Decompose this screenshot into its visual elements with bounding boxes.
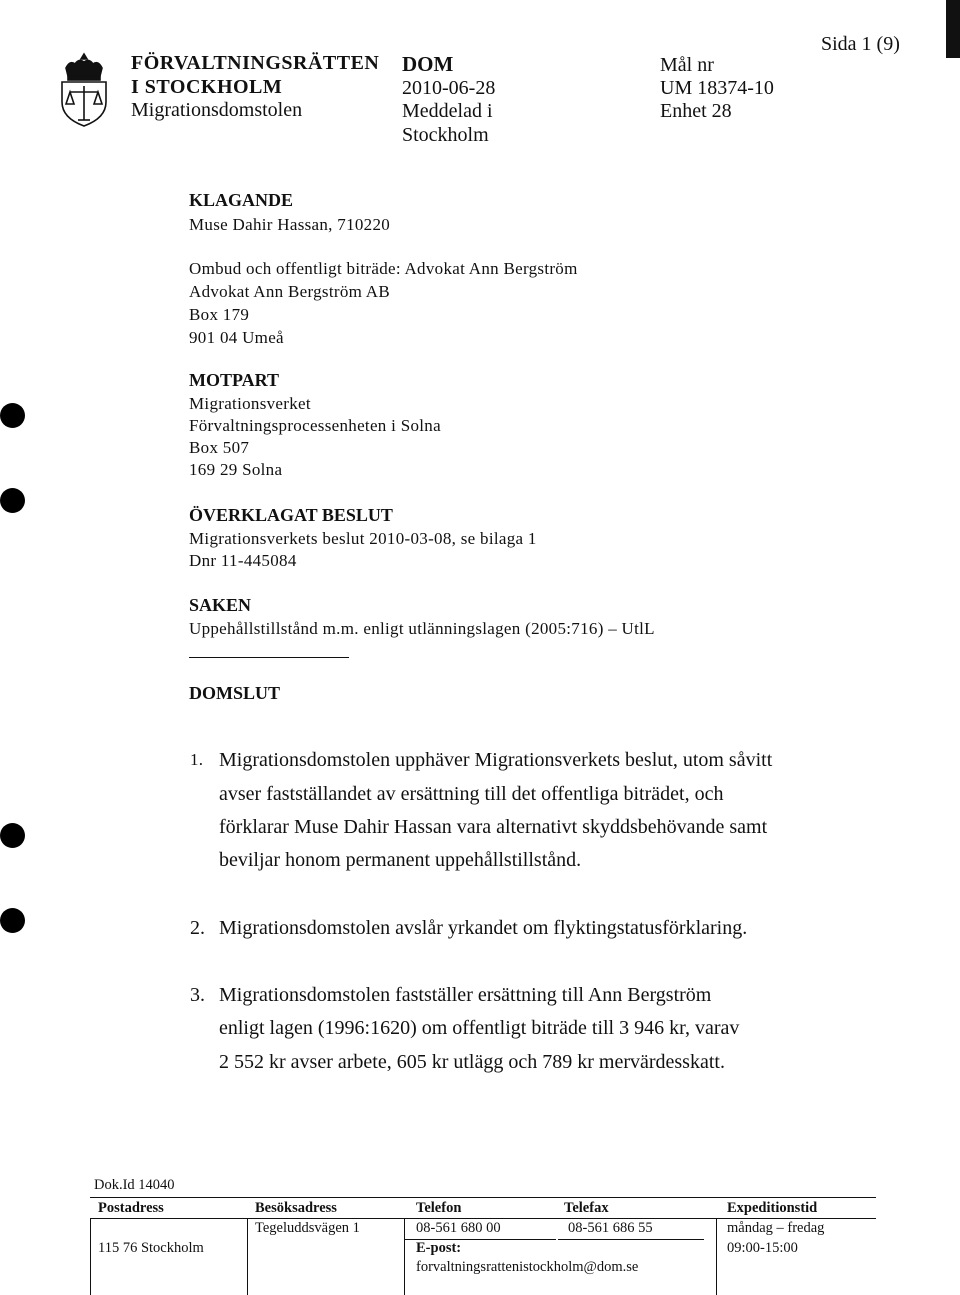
item-number: 1. [190, 750, 204, 769]
ombud-line: Ombud och offentligt biträde: Advokat Ann Bergström [189, 259, 578, 278]
domslut-item-1-line: beviljar honom permanent uppehållstillstånd. [219, 849, 582, 871]
case-number: UM 18374-10 [660, 77, 774, 99]
klagande-name: Muse Dahir Hassan, 710220 [189, 215, 391, 234]
motpart-line: Box 507 [189, 438, 250, 457]
epost-label: E-post: [416, 1240, 462, 1256]
besoksadress: Tegeluddsvägen 1 [255, 1220, 360, 1236]
item-number: 2. [190, 917, 205, 939]
page-number: Sida 1 (9) [821, 33, 900, 55]
punch-hole [0, 488, 25, 513]
domslut-item-3-line: enligt lagen (1996:1620) om offentligt biträde till 3 946 kr, varav [219, 1017, 740, 1039]
punch-hole [0, 823, 25, 848]
motpart-heading: MOTPART [189, 370, 280, 390]
punch-hole [0, 908, 25, 933]
document-date: 2010-06-28 [402, 77, 496, 99]
telefon-label: Telefon [416, 1200, 462, 1216]
klagande-heading: KLAGANDE [189, 190, 294, 210]
item-number: 3. [190, 984, 205, 1006]
separator-line [189, 657, 349, 658]
unit: Enhet 28 [660, 100, 732, 122]
footer-border [90, 1218, 91, 1295]
domslut-item-2-line: Migrationsdomstolen avslår yrkandet om flyktingstatusförklaring. [219, 917, 748, 939]
document-type: DOM [402, 52, 454, 76]
punch-hole [0, 403, 25, 428]
motpart-line: 169 29 Solna [189, 460, 283, 479]
saken-line: Uppehållstillstånd m.m. enligt utlänningslagen (2005:716) – UtlL [189, 619, 655, 638]
besoksadress-label: Besöksadress [255, 1200, 337, 1216]
court-department: Migrationsdomstolen [131, 99, 303, 121]
telefon: 08-561 680 00 [416, 1220, 501, 1236]
scan-edge-bar [946, 0, 960, 58]
postadress-label: Postadress [98, 1200, 164, 1216]
expeditionstid-label: Expeditionstid [727, 1200, 818, 1216]
domslut-heading: DOMSLUT [189, 683, 281, 703]
telefax: 08-561 686 55 [568, 1220, 653, 1236]
domslut-item-1-line: avser fastställandet av ersättning till det offentliga biträdet, och [219, 783, 724, 805]
telefax-label: Telefax [564, 1200, 609, 1216]
motpart-line: Migrationsverket [189, 394, 311, 413]
court-name: FÖRVALTNINGSRÄTTEN [131, 52, 380, 74]
dok-id: Dok.Id 14040 [94, 1177, 175, 1193]
domslut-item-1-line: Migrationsdomstolen upphäver Migrationsverkets beslut, utom såvitt [219, 749, 773, 771]
saken-heading: SAKEN [189, 595, 252, 615]
footer-top-line [90, 1197, 876, 1198]
ombud-line: 901 04 Umeå [189, 328, 284, 347]
footer-border [716, 1218, 717, 1295]
overklagat-line: Migrationsverkets beslut 2010-03-08, se bilaga 1 [189, 529, 537, 548]
court-city: I STOCKHOLM [131, 76, 283, 98]
footer-border [247, 1218, 248, 1295]
overklagat-heading: ÖVERKLAGAT BESLUT [189, 505, 393, 525]
issued-label: Meddelad i [402, 100, 493, 122]
domslut-item-1-line: förklarar Muse Dahir Hassan vara alternativt skyddsbehövande samt [219, 816, 768, 838]
footer-header-line [90, 1218, 876, 1219]
expedition-days: måndag – fredag [727, 1220, 825, 1236]
ombud-line: Box 179 [189, 305, 250, 324]
case-label: Mål nr [660, 54, 714, 76]
coat-of-arms-icon [56, 52, 112, 130]
overklagat-line: Dnr 11-445084 [189, 551, 297, 570]
domslut-item-3-line: Migrationsdomstolen fastställer ersättning till Ann Bergström [219, 984, 712, 1006]
issued-place: Stockholm [402, 124, 489, 146]
domslut-item-3-line: 2 552 kr avser arbete, 605 kr utlägg och 789 kr mervärdesskatt. [219, 1051, 725, 1073]
ombud-line: Advokat Ann Bergström AB [189, 282, 390, 301]
footer-border [404, 1218, 405, 1295]
telefax-underline [558, 1239, 704, 1240]
epost-address: forvaltningsrattenistockholm@dom.se [416, 1259, 639, 1275]
expedition-hours: 09:00-15:00 [727, 1240, 798, 1256]
postadress: 115 76 Stockholm [98, 1240, 204, 1256]
motpart-line: Förvaltningsprocessenheten i Solna [189, 416, 441, 435]
